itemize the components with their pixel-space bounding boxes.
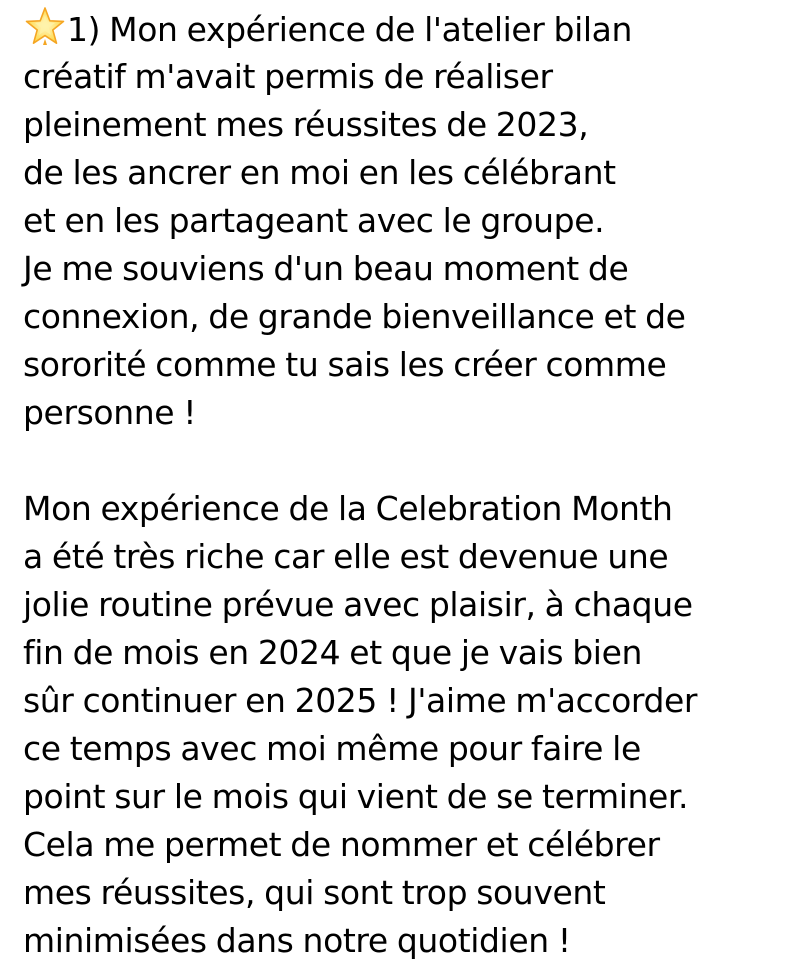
text-line: pleinement mes réussites de 2023,: [23, 105, 589, 144]
text-line: point sur le mois qui vient de se terminer.: [23, 777, 689, 816]
text-line: personne !: [23, 393, 197, 432]
text-line: créatif m'avait permis de réaliser: [23, 57, 553, 96]
paragraph-1: [23, 5, 798, 437]
text-line: mes réussites, qui sont trop souvent: [23, 873, 606, 912]
text-line: sororité comme tu sais les créer comme: [23, 345, 667, 384]
text-line: Cela me permet de nommer et célébrer: [23, 825, 660, 864]
text-line: [23, 5, 798, 53]
text-line: Je me souviens d'un beau moment de: [23, 249, 629, 288]
text-line: jolie routine prévue avec plaisir, à chaque: [23, 585, 693, 624]
line-text: 1) Mon expérience de l'atelier bilan: [67, 10, 632, 49]
text-line: minimisées dans notre quotidien !: [23, 921, 571, 960]
message-body: [23, 5, 798, 965]
text-line: fin de mois en 2024 et que je vais bien: [23, 633, 642, 672]
text-line: a été très riche car elle est devenue une: [23, 537, 669, 576]
text-line: et en les partageant avec le groupe.: [23, 201, 605, 240]
paragraph-2: [23, 485, 798, 965]
text-line: de les ancrer en moi en les célébrant: [23, 153, 616, 192]
text-line: ce temps avec moi même pour faire le: [23, 729, 641, 768]
paragraph-spacer: [23, 437, 798, 485]
text-line: sûr continuer en 2025 ! J'aime m'accorder: [23, 681, 698, 720]
text-line: Mon expérience de la Celebration Month: [23, 489, 673, 528]
text-line: connexion, de grande bienveillance et de: [23, 297, 686, 336]
glowing-star-icon: [23, 5, 67, 49]
